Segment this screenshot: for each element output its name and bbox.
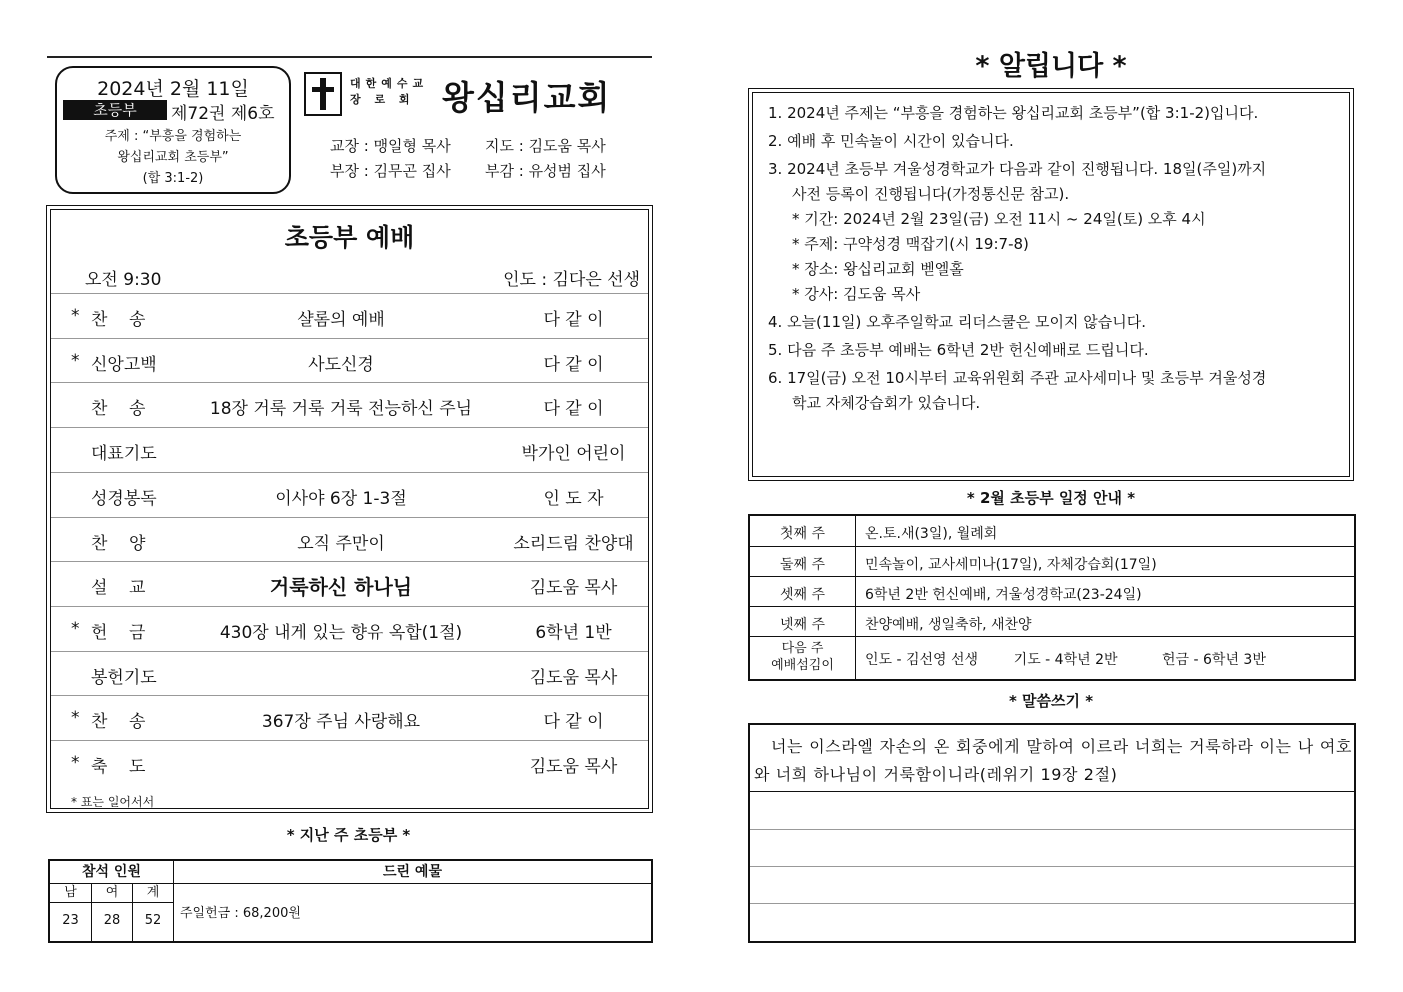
worship-item: 헌 금 [91,622,146,643]
worship-item: 찬 양 [91,533,146,554]
worship-row [51,517,648,562]
star-marker: * [71,708,80,729]
denomination [350,76,428,108]
announcement-text: 2. 예배 후 민속놀이 시간이 있습니다. [768,132,1014,150]
standing-note: * 표는 일어서서 [71,795,155,809]
worship-row [51,338,648,383]
worship-person: 다 같 이 [543,310,604,330]
announcement-text: 3. 2024년 초등부 겨울성경학교가 다음과 같이 진행됩니다. 18일(주일)까지 [768,160,1267,178]
male-count: 23 [62,913,79,928]
dept-badge: 초등부 [63,100,167,120]
star-marker: * [71,618,80,639]
announcement-subitem: * 장소: 왕십리교회 벧엘홀 [792,260,964,278]
female-header: 여 [92,884,132,903]
worship-person: 소리드림 찬양대 [513,533,634,554]
announcement-continuation: 학교 자체강습회가 있습니다. [792,394,981,412]
announcements-list [768,101,1329,419]
schedule-week: 셋째 주 [779,587,826,603]
staff-list [330,134,606,184]
theme-line: 왕십리교회 초등부” [117,150,229,165]
worship-item: 찬 송 [91,310,146,330]
worship-row [51,427,648,472]
worship-person: 김도움 목사 [529,757,618,777]
worship-item: 신앙고백 [91,354,157,375]
schedule-week: 첫째 주 [779,526,826,542]
schedule-desc: 민속놀이, 교사세미나(17일), 자체강습회(17일) [865,557,1157,573]
last-week-title: * 지난 주 초등부 * [286,826,411,844]
worship-item: 봉헌기도 [91,667,157,688]
worship-row [51,695,648,740]
worship-person: 박가인 어린이 [521,444,626,465]
worship-item: 축 도 [91,757,146,777]
worship-person: 다 같 이 [543,399,604,420]
schedule-row [750,576,1354,607]
announcement-subitem: * 강사: 김도움 목사 [792,285,921,303]
staff-director: 지도 : 김도움 목사 [485,137,606,155]
announcement-subitem: * 기간: 2024년 2월 23일(금) 오전 11시 ~ 24일(토) 오후 4시 [792,210,1206,228]
star-marker: * [71,753,80,773]
offering-header: 드린 예물 [174,861,651,884]
worship-content: 18장 거룩 거룩 거룩 전능하신 주님 [209,399,473,420]
church-name: 왕십리교회 [442,78,612,117]
male-header: 남 [50,884,91,903]
worship-time: 오전 9:30 [85,270,162,290]
star-marker: * [71,350,80,371]
issue-box [55,66,291,194]
worship-row [51,606,648,651]
worship-item: 찬 송 [91,399,146,420]
announcements-box [748,88,1354,481]
schedule-row [750,516,1354,546]
worship-content: 거룩하신 하나님 [269,575,413,600]
worship-row [51,740,648,785]
worship-person: 김도움 목사 [529,667,618,688]
worship-content: 사도신경 [308,354,374,375]
worship-content: 오직 주만이 [297,533,385,554]
worship-person: 인 도 자 [543,488,604,509]
schedule-week: 둘째 주 [779,557,826,573]
schedule-desc: 6학년 2반 헌신예배, 겨울성경학교(23-24일) [865,587,1142,603]
issue-theme [61,126,285,189]
schedule-week [750,640,855,674]
announcement-subitem: * 주제: 구약성경 맥잡기(시 19:7-8) [792,235,1029,253]
verse-box [748,723,1356,943]
worship-row [51,382,648,427]
worship-item: 대표기도 [91,444,157,465]
staff-principal: 교장 : 맹일형 목사 [330,137,451,155]
schedule-row [750,546,1354,577]
worship-content: 샬롬의 예배 [297,310,385,330]
worship-row [51,561,648,606]
schedule-week: 넷째 주 [779,617,826,633]
announcement-item [768,129,1329,154]
announcement-text: 5. 다음 주 초등부 예배는 6학년 2반 헌신예배로 드립니다. [768,341,1149,359]
last-week-table [48,859,653,943]
worship-item: 설 교 [91,578,146,599]
denomination-line: 대한예수교 [350,77,429,90]
verse-title: * 말씀쓰기 * [1008,692,1094,710]
schedule-title: * 2월 초등부 일정 안내 * [966,489,1136,507]
staff-head: 부장 : 김무곤 집사 [330,162,451,180]
announcement-item [768,338,1329,363]
worship-person: 다 같 이 [543,712,604,733]
schedule-table [748,514,1356,681]
worship-content: 367장 주님 사랑해요 [261,712,421,733]
schedule-desc: 찬양예배, 생일축하, 새찬양 [865,617,1032,633]
theme-line: (합 3:1-2) [142,171,204,186]
denomination-line: 장 로 회 [350,93,415,106]
worship-content: 이사야 6장 1-3절 [275,488,407,509]
announcement-item [768,157,1329,307]
total-header: 계 [133,884,173,903]
worship-row [51,293,648,338]
worship-row [51,472,648,517]
announcement-text: 4. 오늘(11일) 오후주일학교 리더스쿨은 모이지 않습니다. [768,313,1147,331]
staff-vice: 부감 : 유성범 집사 [485,162,606,180]
worship-person: 김도움 목사 [529,578,618,599]
star-marker: * [71,306,80,326]
announcement-text: 6. 17일(금) 오전 10시부터 교육위원회 주관 교사세미나 및 초등부 겨울성경 [768,369,1267,387]
schedule-week-line: 다음 주 [781,641,824,656]
worship-title: 초등부 예배 [284,223,415,252]
announcement-item [768,101,1329,126]
total-count: 52 [144,913,162,928]
worship-content: 430장 내게 있는 향유 옥합(1절) [219,622,463,643]
issue-volume: 제72권 제6호 [171,104,275,124]
worship-order [46,205,653,813]
worship-person: 6학년 1반 [535,622,612,643]
female-count: 28 [103,913,121,928]
verse-text: 너는 이스라엘 자손의 온 회중에게 말하여 이르라 너희는 거룩하라 이는 나 여호와 너희 하나님이 거룩함이니라(레위기 19장 2절) [754,737,1352,784]
schedule-row [750,606,1354,637]
schedule-row-next [750,636,1354,680]
offering-amount: 주일헌금 : 68,200원 [180,906,301,921]
theme-line: 주제 : “부흥을 경험하는 [104,129,242,144]
attendance-header: 참석 인원 [50,861,173,884]
worship-row [51,651,648,696]
announcement-text: 1. 2024년 주제는 “부흥을 경험하는 왕십리교회 초등부”(합 3:1-2)입니다. [768,104,1259,122]
worship-item: 성경봉독 [91,488,157,509]
schedule-desc: 온.토.새(3일), 월례회 [865,526,998,542]
schedule-desc: 인도 - 김선영 선생 기도 - 4학년 2반 헌금 - 6학년 3반 [865,652,1266,668]
announcement-continuation: 사전 등록이 진행됩니다(가정통신문 참고). [792,185,1070,203]
announcement-item [768,366,1329,416]
announcements-title: * 알립니다 * [975,51,1127,82]
worship-person: 다 같 이 [543,354,604,375]
worship-item: 찬 송 [91,712,146,733]
cross-logo-icon [304,72,342,116]
issue-date: 2024년 2월 11일 [97,78,249,100]
announcement-item [768,310,1329,335]
worship-leader: 인도 : 김다은 선생 [503,270,640,290]
top-rule [47,56,652,58]
schedule-week-line: 예배섬김이 [771,658,834,673]
